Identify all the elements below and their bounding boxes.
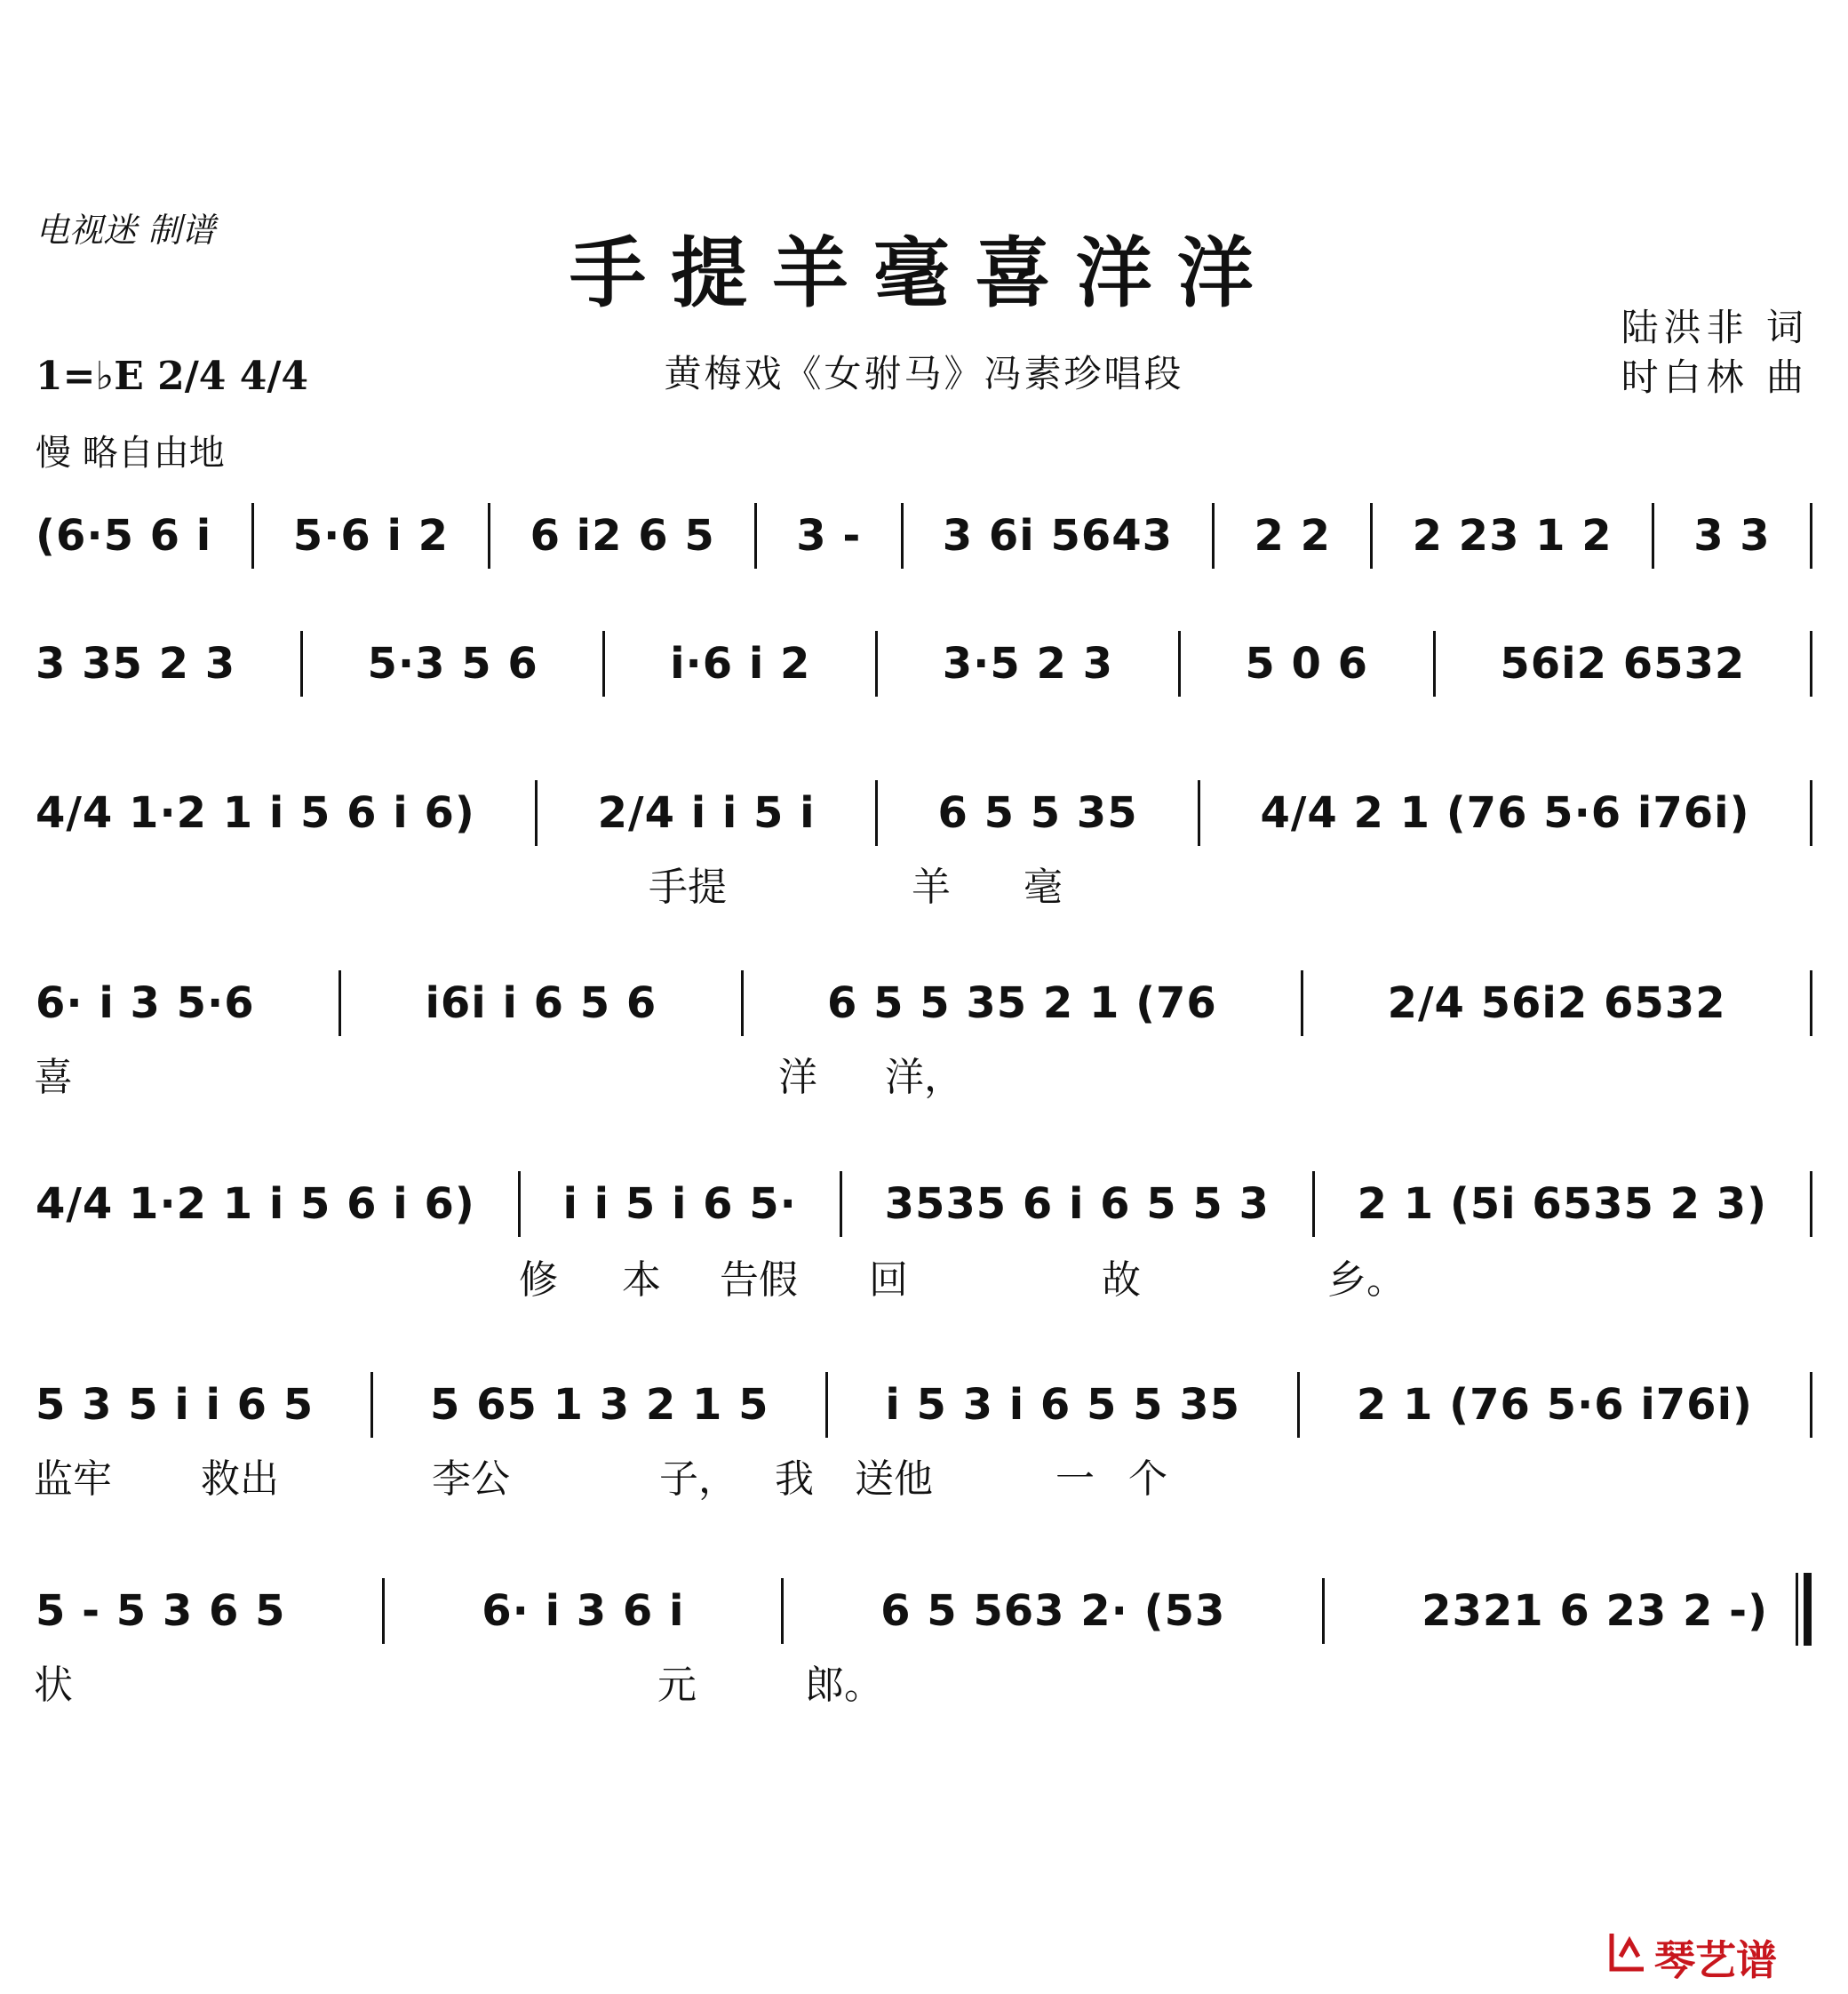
measure: i·6 i 2 bbox=[670, 639, 811, 689]
barline bbox=[1433, 631, 1436, 697]
lyric: 状 bbox=[34, 1663, 73, 1708]
measure: 6 5 5 35 bbox=[937, 788, 1138, 838]
qinyipu-logo-icon bbox=[1608, 1930, 1647, 1973]
measure: 2/4 i i 5 i bbox=[597, 788, 816, 838]
measure: 6· i 3 5·6 bbox=[36, 978, 255, 1028]
barline bbox=[1322, 1578, 1325, 1644]
lyric: 洋 bbox=[778, 1055, 817, 1100]
measure: 6 5 563 2· (53 bbox=[880, 1586, 1226, 1636]
barline bbox=[339, 970, 341, 1036]
measure: 6 i2 6 5 bbox=[530, 511, 715, 561]
score-line-7 bbox=[36, 1578, 1768, 1644]
lyric: 我 bbox=[775, 1456, 814, 1502]
tempo-marking: 慢 略自由地 bbox=[36, 433, 225, 474]
measure: 3535 6 i 6 5 5 3 bbox=[884, 1179, 1270, 1229]
measure: 5 - 5 3 6 5 bbox=[36, 1586, 286, 1636]
measure: 5 0 6 bbox=[1245, 639, 1368, 689]
lyrics-line-3 bbox=[0, 855, 1848, 910]
measure: 5 65 1 3 2 1 5 bbox=[430, 1380, 769, 1430]
barline bbox=[1810, 631, 1812, 697]
measure: 5 3 5 i i 6 5 bbox=[36, 1380, 315, 1430]
barline bbox=[518, 1171, 521, 1237]
barline bbox=[1810, 503, 1812, 569]
lyric: 手提 bbox=[649, 865, 727, 910]
lyric: 喜 bbox=[34, 1055, 73, 1100]
measure: i6i i 6 5 6 bbox=[425, 978, 657, 1028]
lyric: 告假 bbox=[720, 1257, 798, 1303]
score-line-6 bbox=[36, 1372, 1812, 1438]
measure: 2/4 56i2 6532 bbox=[1387, 978, 1726, 1028]
lyrics-line-6 bbox=[0, 1447, 1848, 1502]
page-title: 手提羊毫喜洋洋 bbox=[570, 228, 1278, 318]
score-line-3 bbox=[36, 780, 1812, 846]
measure: 3 - bbox=[796, 511, 862, 561]
barline bbox=[251, 503, 254, 569]
score-line-4 bbox=[36, 970, 1812, 1036]
composer-credit: 时白林 曲 bbox=[1621, 355, 1809, 399]
lyric: 个 bbox=[1128, 1456, 1167, 1502]
lyric: 元 bbox=[657, 1663, 697, 1708]
barline bbox=[1297, 1372, 1300, 1438]
barline bbox=[840, 1171, 842, 1237]
lyric: 救出 bbox=[201, 1456, 279, 1502]
measure: 2 2 bbox=[1254, 511, 1332, 561]
lyric: 子， bbox=[659, 1456, 737, 1502]
measure: 56i2 6532 bbox=[1500, 639, 1746, 689]
subtitle: 黄梅戏《女驸马》冯素珍唱段 bbox=[664, 352, 1184, 395]
score-line-1 bbox=[36, 503, 1812, 569]
lyrics-line-4 bbox=[0, 1045, 1848, 1100]
lyricist-credit: 陆洪非 词 bbox=[1621, 306, 1809, 349]
measure: i i 5 i 6 5· bbox=[562, 1179, 797, 1229]
measure: 4/4 1·2 1 i 5 6 i 6) bbox=[36, 1179, 475, 1229]
watermark-logo: 琴艺谱 bbox=[1654, 1936, 1777, 1984]
barline bbox=[1178, 631, 1181, 697]
barline bbox=[901, 503, 904, 569]
barline bbox=[1810, 970, 1812, 1036]
lyric: 回 bbox=[869, 1257, 908, 1303]
lyric: 李公 bbox=[432, 1456, 510, 1502]
key-signature: 1=♭E 2/4 4/4 bbox=[36, 354, 309, 399]
barline bbox=[1312, 1171, 1315, 1237]
barline bbox=[1810, 780, 1812, 846]
barline bbox=[1810, 1372, 1812, 1438]
barline bbox=[741, 970, 744, 1036]
lyric: 送他 bbox=[855, 1456, 933, 1502]
measure: 6 5 5 35 2 1 (76 bbox=[827, 978, 1217, 1028]
barline bbox=[488, 503, 490, 569]
barline bbox=[535, 780, 538, 846]
lyric: 一 bbox=[1055, 1456, 1095, 1502]
measure: 6· i 3 6 i bbox=[482, 1586, 685, 1636]
measure: 4/4 1·2 1 i 5 6 i 6) bbox=[36, 788, 475, 838]
barline bbox=[370, 1372, 373, 1438]
barline bbox=[1301, 970, 1303, 1036]
measure: 3 35 2 3 bbox=[36, 639, 236, 689]
measure: i 5 3 i 6 5 5 35 bbox=[885, 1380, 1241, 1430]
lyric: 监牢 bbox=[34, 1456, 112, 1502]
measure: 2 1 (5i 6535 2 3) bbox=[1357, 1179, 1768, 1229]
score-line-2 bbox=[36, 631, 1812, 697]
barline bbox=[754, 503, 757, 569]
measure: (6·5 6 i bbox=[36, 511, 212, 561]
barline bbox=[781, 1578, 784, 1644]
barline bbox=[875, 780, 878, 846]
barline bbox=[1810, 1171, 1812, 1237]
barline bbox=[300, 631, 303, 697]
lyric: 故 bbox=[1102, 1257, 1141, 1303]
lyric: 羊 bbox=[912, 865, 951, 910]
lyric: 修 bbox=[519, 1257, 558, 1303]
lyric: 乡。 bbox=[1327, 1257, 1406, 1303]
lyrics-line-5 bbox=[0, 1248, 1848, 1303]
barline bbox=[1198, 780, 1200, 846]
maker-credit: 电视迷 制谱 bbox=[36, 211, 216, 250]
barline bbox=[382, 1578, 385, 1644]
barline bbox=[875, 631, 878, 697]
measure: 5·3 5 6 bbox=[367, 639, 538, 689]
barline bbox=[1652, 503, 1654, 569]
barline bbox=[1370, 503, 1373, 569]
score-line-5 bbox=[36, 1171, 1812, 1237]
lyric: 洋， bbox=[885, 1055, 963, 1100]
lyric: 毫 bbox=[1024, 865, 1063, 910]
measure: 4/4 2 1 (76 5·6 i76i) bbox=[1260, 788, 1750, 838]
barline bbox=[602, 631, 605, 697]
measure: 2321 6 23 2 -) bbox=[1422, 1586, 1768, 1636]
measure: 2 23 1 2 bbox=[1412, 511, 1613, 561]
measure: 2 1 (76 5·6 i76i) bbox=[1356, 1380, 1753, 1430]
lyric: 郎。 bbox=[805, 1663, 883, 1708]
measure: 5·6 i 2 bbox=[292, 511, 450, 561]
measure: 3 3 bbox=[1693, 511, 1771, 561]
lyrics-line-7 bbox=[0, 1653, 1848, 1708]
final-barline bbox=[1796, 1573, 1812, 1646]
barline bbox=[1212, 503, 1215, 569]
lyric: 本 bbox=[622, 1257, 661, 1303]
barline bbox=[825, 1372, 828, 1438]
measure: 3 6i 5643 bbox=[942, 511, 1174, 561]
measure: 3·5 2 3 bbox=[942, 639, 1114, 689]
